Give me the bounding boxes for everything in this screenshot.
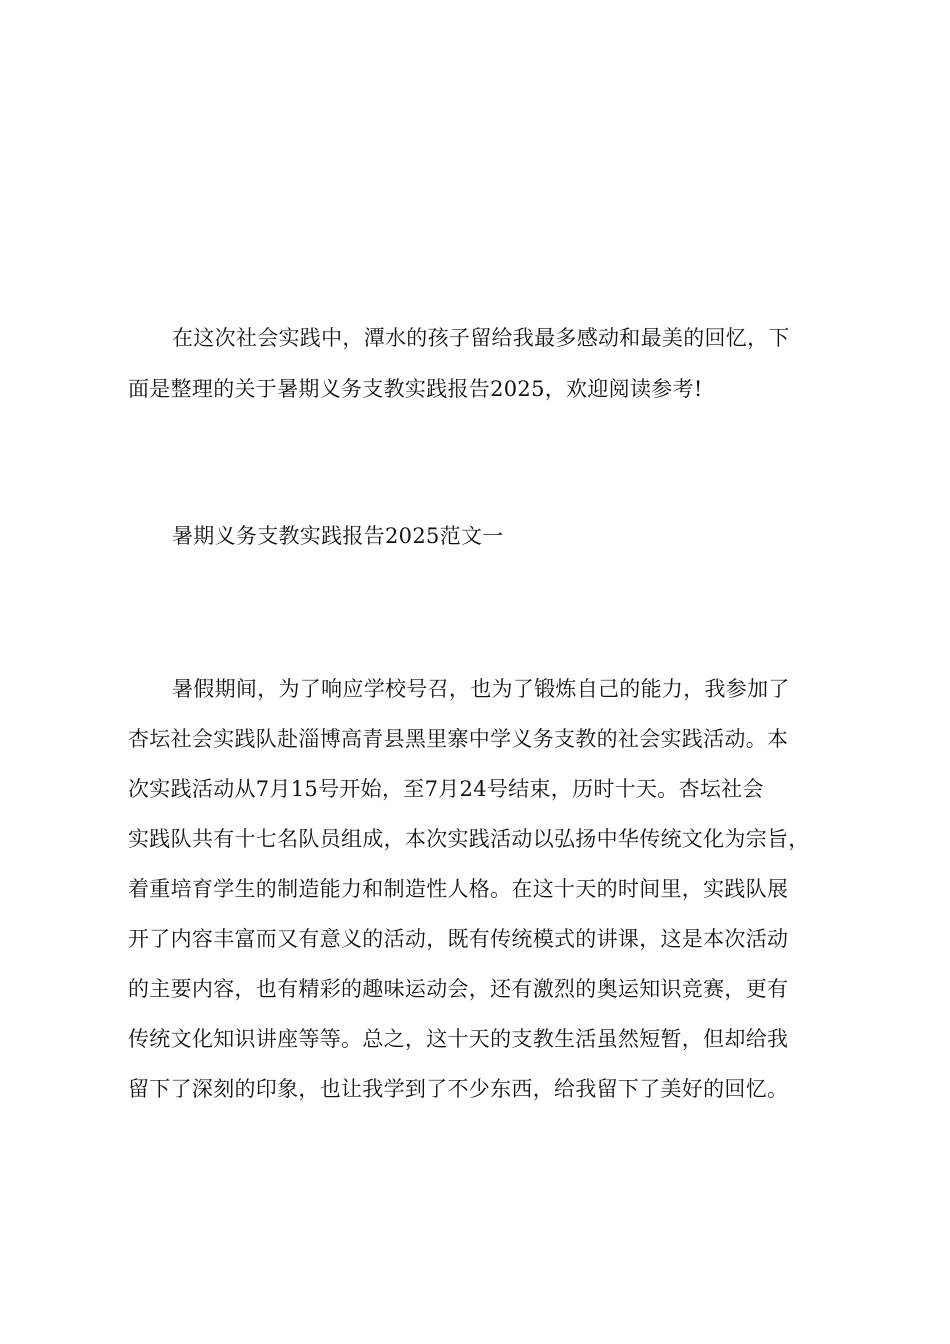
body-line-1: 暑假期间，为了响应学校号召，也为了锻炼自己的能力，我参加了 xyxy=(172,677,790,701)
body-line-4: 实践队共有十七名队员组成，本次实践活动以弘扬中华传统文化为宗旨， xyxy=(128,827,810,851)
body-line-9: 留下了深刻的印象，也让我学到了不少东西，给我留下了美好的回忆。 xyxy=(128,1077,789,1101)
body-line-7: 的主要内容，也有精彩的趣味运动会，还有激烈的奥运知识竞赛，更有 xyxy=(128,977,789,1001)
intro-line-2: 面是整理的关于暑期义务支教实践报告2025，欢迎阅读参考! xyxy=(128,377,703,401)
section-heading: 暑期义务支教实践报告2025范文一 xyxy=(172,524,504,548)
body-line-3: 次实践活动从7月15号开始，至7月24号结束，历时十天。杏坛社会 xyxy=(128,777,764,801)
body-line-6: 开了内容丰富而又有意义的活动，既有传统模式的讲课，这是本次活动 xyxy=(128,927,789,951)
intro-line-1: 在这次社会实践中，潭水的孩子留给我最多感动和最美的回忆，下 xyxy=(172,326,790,350)
body-line-8: 传统文化知识讲座等等。总之，这十天的支教生活虽然短暂，但却给我 xyxy=(128,1027,789,1051)
body-line-2: 杏坛社会实践队赴淄博高青县黑里寨中学义务支教的社会实践活动。本 xyxy=(128,727,789,751)
body-line-5: 着重培育学生的制造能力和制造性人格。在这十天的时间里，实践队展 xyxy=(128,877,789,901)
